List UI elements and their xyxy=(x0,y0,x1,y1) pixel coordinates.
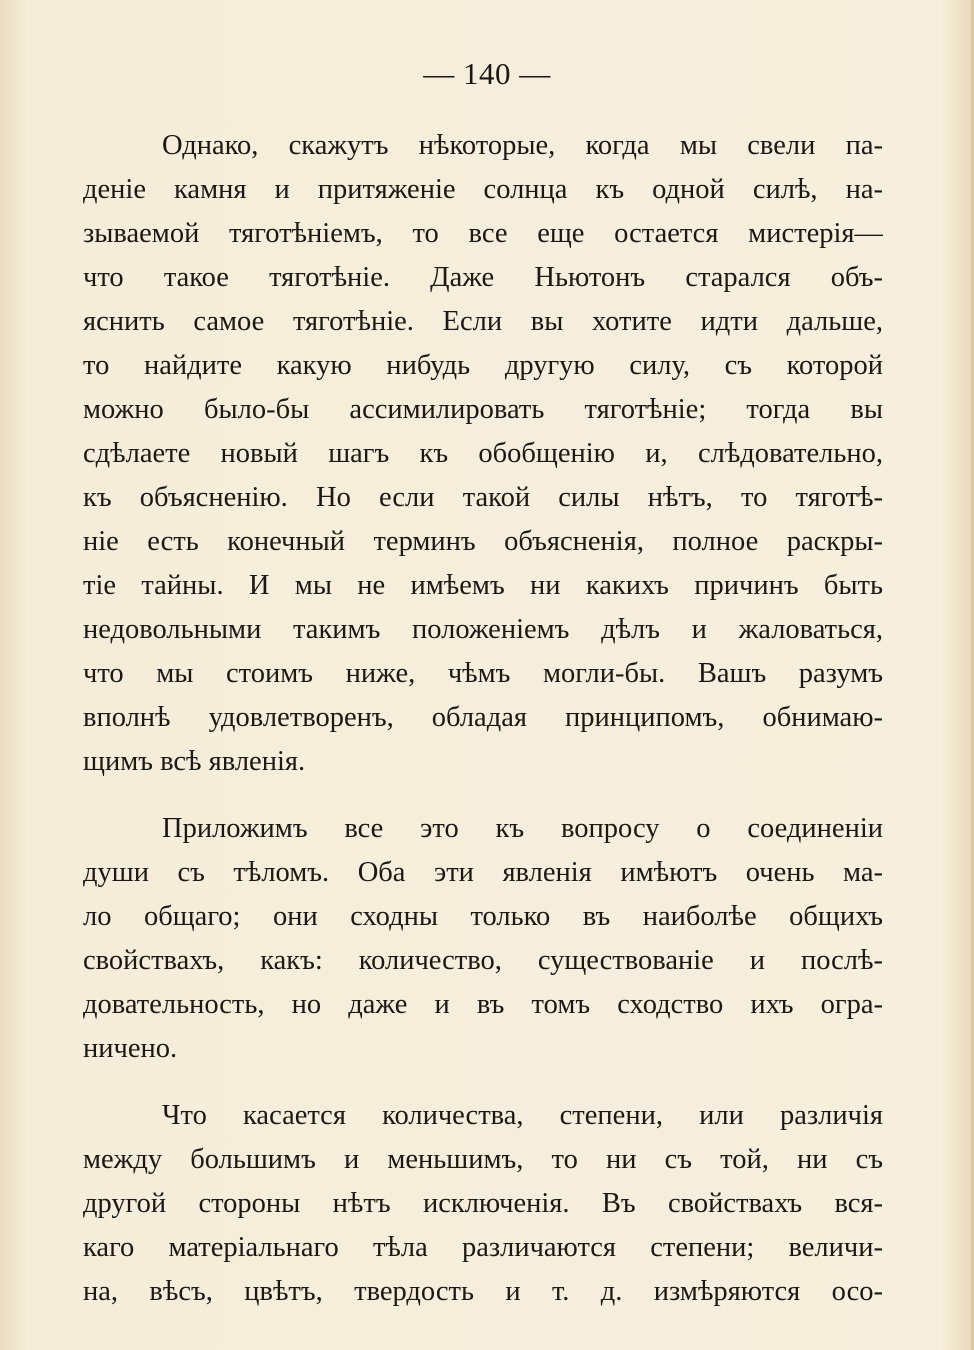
paragraph-3 xyxy=(83,1094,883,1314)
text-line: другой стороны нѣтъ исключенія. Въ свойствахъ вся- xyxy=(83,1188,883,1219)
text-line: между большимъ и меньшимъ, то ни съ той, ни съ xyxy=(83,1144,883,1175)
text-line: ніе есть конечный терминъ объясненія, полное раскры- xyxy=(83,526,883,557)
text-line: вполнѣ удовлетворенъ, обладая принципомъ, обнимаю- xyxy=(83,702,883,733)
text-line: Что касается количества, степени, или различія xyxy=(162,1100,883,1131)
text-line: недовольными такимъ положеніемъ дѣлъ и жаловаться, xyxy=(83,614,883,645)
text-line: Однако, скажутъ нѣкоторые, когда мы свели па- xyxy=(162,130,883,161)
page-number: — 140 — xyxy=(423,56,551,91)
text-line: щимъ всѣ явленія. xyxy=(83,746,306,777)
text-line: къ объясненію. Но если такой силы нѣтъ, то тяготѣ- xyxy=(83,482,883,513)
text-line: деніе камня и притяженіе солнца къ одной силѣ, на- xyxy=(83,174,883,205)
paragraph-gap xyxy=(83,784,883,807)
text-line: каго матеріальнаго тѣла различаются степени; величи- xyxy=(83,1232,883,1263)
text-line: довательность, но даже и въ томъ сходство ихъ огра- xyxy=(83,989,883,1020)
text-line: тіе тайны. И мы не имѣемъ ни какихъ причинъ быть xyxy=(83,570,883,601)
text-line: ло общаго; они сходны только въ наиболѣе общихъ xyxy=(83,901,883,932)
body-text xyxy=(83,124,883,1314)
paragraph-gap xyxy=(83,1071,883,1094)
text-line: яснить самое тяготѣніе. Если вы хотите идти дальше, xyxy=(83,306,883,337)
text-line: то найдите какую нибудь другую силу, съ которой xyxy=(83,350,883,381)
text-line: что мы стоимъ ниже, чѣмъ могли-бы. Вашъ разумъ xyxy=(83,658,883,689)
paragraph-1 xyxy=(83,124,883,784)
text-line: можно было-бы ассимилировать тяготѣніе; тогда вы xyxy=(83,394,883,425)
text-line: ничено. xyxy=(83,1033,178,1064)
text-line: сдѣлаете новый шагъ къ обобщенію и, слѣдовательно, xyxy=(83,438,883,469)
text-line: на, вѣсъ, цвѣтъ, твердость и т. д. измѣряются осо- xyxy=(83,1276,883,1307)
text-line: души съ тѣломъ. Оба эти явленія имѣютъ очень ма- xyxy=(83,857,883,888)
paragraph-2 xyxy=(83,807,883,1071)
text-line: что такое тяготѣніе. Даже Ньютонъ старался объ- xyxy=(83,262,883,293)
text-line: свойствахъ, какъ: количество, существованіе и послѣ- xyxy=(83,945,883,976)
text-line: зываемой тяготѣніемъ, то все еще остается мистерія— xyxy=(83,218,883,249)
text-line: Приложимъ все это къ вопросу о соединеніи xyxy=(162,813,883,844)
